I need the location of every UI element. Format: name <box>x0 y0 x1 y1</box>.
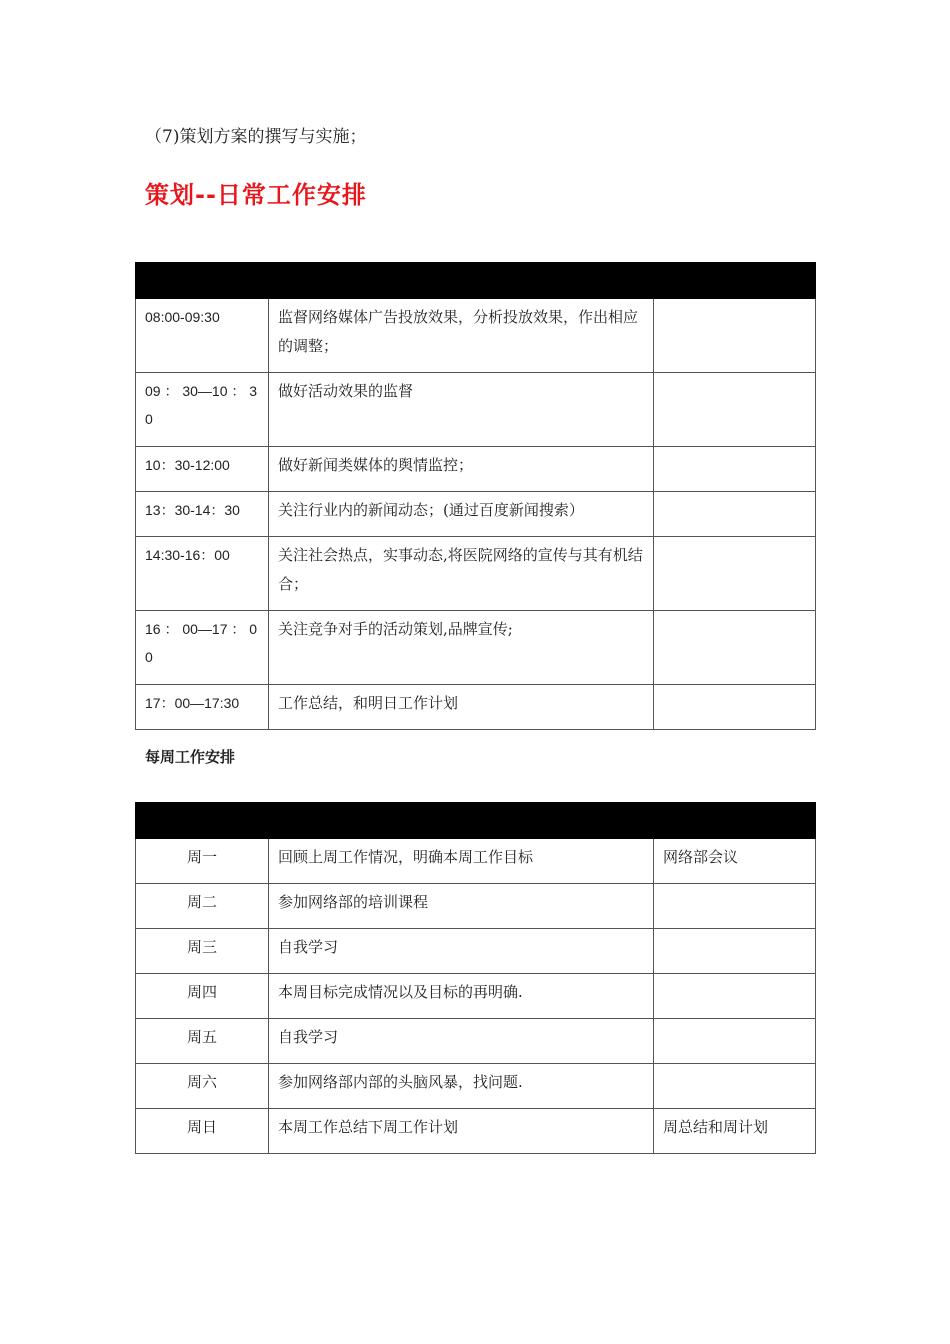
task-cell: 做好新闻类媒体的舆情监控； <box>269 447 654 492</box>
intro-line: （7)策划方案的撰写与实施； <box>145 127 367 147</box>
task-cell: 自我学习 <box>269 929 654 974</box>
day-cell: 周四 <box>136 974 269 1019</box>
note-cell <box>654 537 816 611</box>
time-cell: 16 ： 00—17 ： 00 <box>136 611 269 685</box>
header-cell-day <box>136 803 269 839</box>
note-cell <box>654 299 816 373</box>
time-cell: 08:00-09:30 <box>136 299 269 373</box>
day-cell: 周六 <box>136 1064 269 1109</box>
day-cell: 周一 <box>136 839 269 884</box>
table-row <box>136 447 816 492</box>
table-row <box>136 685 816 730</box>
table-header-row <box>136 263 816 299</box>
note-cell <box>654 884 816 929</box>
day-cell: 周三 <box>136 929 269 974</box>
task-cell: 监督网络媒体广告投放效果，分析投放效果，作出相应的调整； <box>269 299 654 373</box>
task-cell: 关注行业内的新闻动态；(通过百度新闻搜索） <box>269 492 654 537</box>
time-cell: 13：30-14：30 <box>136 492 269 537</box>
weekly-schedule-table <box>135 802 816 1154</box>
note-cell: 周总结和周计划 <box>654 1109 816 1154</box>
day-cell: 周日 <box>136 1109 269 1154</box>
table-header-row <box>136 803 816 839</box>
day-cell: 周二 <box>136 884 269 929</box>
note-cell: 网络部会议 <box>654 839 816 884</box>
note-cell <box>654 373 816 447</box>
task-cell: 回顾上周工作情况，明确本周工作目标 <box>269 839 654 884</box>
table-row <box>136 974 816 1019</box>
note-cell <box>654 685 816 730</box>
note-cell <box>654 974 816 1019</box>
weekly-section-title: 每周工作安排 <box>145 748 236 766</box>
task-cell: 自我学习 <box>269 1019 654 1064</box>
table-row <box>136 373 816 447</box>
task-cell: 参加网络部内部的头脑风暴，找问题. <box>269 1064 654 1109</box>
table-row <box>136 1109 816 1154</box>
note-cell <box>654 1064 816 1109</box>
note-cell <box>654 492 816 537</box>
task-cell: 关注竞争对手的活动策划,品牌宣传; <box>269 611 654 685</box>
note-cell <box>654 611 816 685</box>
header-cell-task <box>269 263 654 299</box>
daily-schedule-table <box>135 262 816 730</box>
table-row <box>136 537 816 611</box>
note-cell <box>654 929 816 974</box>
time-cell: 17：00—17:30 <box>136 685 269 730</box>
task-cell: 做好活动效果的监督 <box>269 373 654 447</box>
table-row <box>136 1019 816 1064</box>
table-row <box>136 1064 816 1109</box>
table-row <box>136 884 816 929</box>
page-title: 策划--日常工作安排 <box>145 181 367 209</box>
table-row <box>136 929 816 974</box>
time-cell: 10：30-12:00 <box>136 447 269 492</box>
task-cell: 工作总结，和明日工作计划 <box>269 685 654 730</box>
task-cell: 参加网络部的培训课程 <box>269 884 654 929</box>
task-cell: 关注社会热点，实事动态,将医院网络的宣传与其有机结合； <box>269 537 654 611</box>
task-cell: 本周工作总结下周工作计划 <box>269 1109 654 1154</box>
header-cell-note <box>654 263 816 299</box>
note-cell <box>654 447 816 492</box>
note-cell <box>654 1019 816 1064</box>
table-row <box>136 492 816 537</box>
table-row <box>136 839 816 884</box>
table-row <box>136 299 816 373</box>
time-cell: 09 ： 30—10 ： 30 <box>136 373 269 447</box>
task-cell: 本周目标完成情况以及目标的再明确. <box>269 974 654 1019</box>
time-cell: 14:30-16：00 <box>136 537 269 611</box>
day-cell: 周五 <box>136 1019 269 1064</box>
header-cell-time <box>136 263 269 299</box>
table-row <box>136 611 816 685</box>
header-cell-note <box>654 803 816 839</box>
header-cell-task <box>269 803 654 839</box>
